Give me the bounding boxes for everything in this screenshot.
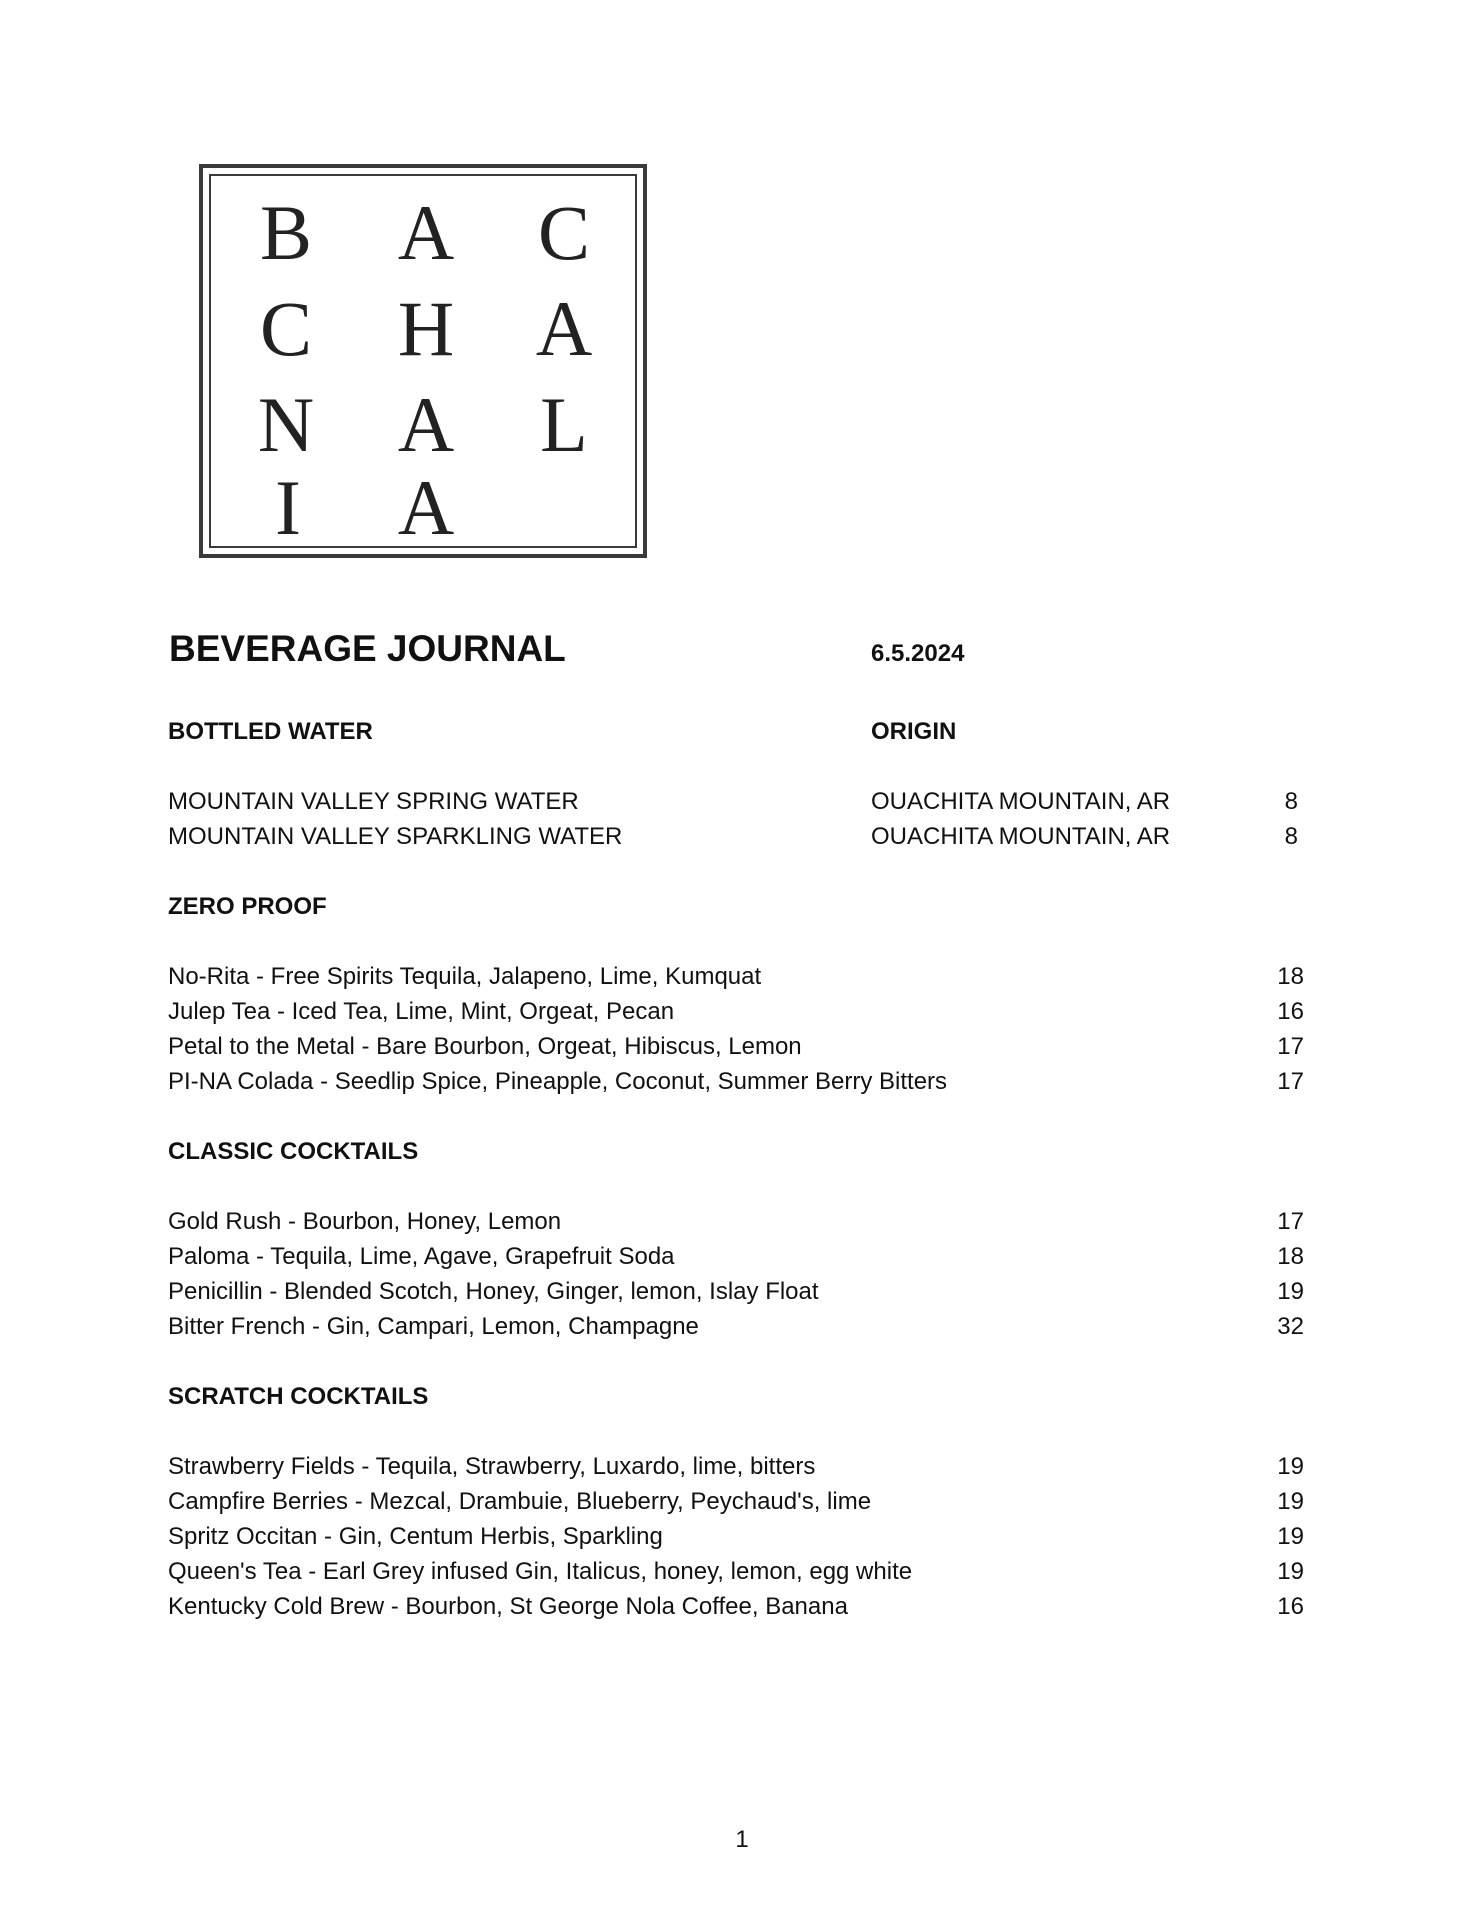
menu-item-price: 16: [1277, 998, 1304, 1025]
menu-item-price: 16: [1277, 1593, 1304, 1620]
logo-letter: I: [275, 464, 301, 551]
menu-item-name: Bitter French - Gin, Campari, Lemon, Champagne: [168, 1313, 699, 1340]
logo-letter: B: [259, 189, 313, 276]
logo-letter: N: [257, 381, 315, 468]
menu-item-price: 17: [1277, 1033, 1304, 1060]
menu-item-name: No-Rita - Free Spirits Tequila, Jalapeno, Lime, Kumquat: [168, 963, 762, 990]
menu-item-price: 19: [1277, 1558, 1304, 1585]
menu-item-name: MOUNTAIN VALLEY SPRING WATER: [168, 788, 579, 815]
logo-letter: L: [540, 381, 588, 468]
menu-item-price: 19: [1277, 1488, 1304, 1515]
menu-item-price: 18: [1277, 963, 1304, 990]
menu-item-origin: OUACHITA MOUNTAIN, AR: [871, 823, 1171, 850]
logo-letter: A: [397, 464, 455, 551]
menu-item-name: Strawberry Fields - Tequila, Strawberry, Luxardo, lime, bitters: [168, 1453, 816, 1480]
logo-letter: A: [397, 189, 455, 276]
menu-item-price: 18: [1277, 1243, 1304, 1270]
page-title: BEVERAGE JOURNAL: [169, 628, 566, 669]
section-heading-bottled-water: BOTTLED WATER: [168, 718, 373, 745]
menu-item-name: PI-NA Colada - Seedlip Spice, Pineapple, Coconut, Summer Berry Bitters: [168, 1068, 948, 1095]
logo-row-2: [203, 285, 643, 372]
section-heading-zero-proof: ZERO PROOF: [168, 893, 327, 920]
menu-item-name: Penicillin - Blended Scotch, Honey, Ginger, lemon, Islay Float: [168, 1278, 819, 1305]
menu-item-name: Paloma - Tequila, Lime, Agave, Grapefruit Soda: [168, 1243, 675, 1270]
menu-item-price: 32: [1277, 1313, 1304, 1340]
section-heading-scratch-cocktails: SCRATCH COCKTAILS: [168, 1383, 429, 1410]
logo-letter: C: [537, 189, 591, 276]
section-heading-classic-cocktails: CLASSIC COCKTAILS: [168, 1138, 419, 1165]
logo-letter: H: [397, 285, 455, 372]
menu-item-origin: OUACHITA MOUNTAIN, AR: [871, 788, 1171, 815]
menu-item-name: Kentucky Cold Brew - Bourbon, St George Nola Coffee, Banana: [168, 1593, 848, 1620]
menu-item-name: MOUNTAIN VALLEY SPARKLING WATER: [168, 823, 623, 850]
origin-column-heading: ORIGIN: [871, 718, 957, 745]
journal-date: 6.5.2024: [871, 640, 965, 667]
menu-item-name: Petal to the Metal - Bare Bourbon, Orgeat, Hibiscus, Lemon: [168, 1033, 802, 1060]
menu-item-name: Gold Rush - Bourbon, Honey, Lemon: [168, 1208, 562, 1235]
menu-item-price: 19: [1277, 1523, 1304, 1550]
logo-row-3: [203, 381, 643, 468]
menu-item-name: Campfire Berries - Mezcal, Drambuie, Blueberry, Peychaud's, lime: [168, 1488, 872, 1515]
logo-row-1: [203, 189, 643, 276]
menu-item-price: 17: [1277, 1068, 1304, 1095]
menu-item-price: 19: [1277, 1278, 1304, 1305]
menu-item-price: 8: [1284, 823, 1298, 850]
logo-letter: A: [397, 381, 455, 468]
menu-item-name: Julep Tea - Iced Tea, Lime, Mint, Orgeat, Pecan: [168, 998, 675, 1025]
page-number: 1: [735, 1826, 749, 1853]
menu-item-price: 8: [1284, 788, 1298, 815]
logo-letter: A: [535, 285, 593, 372]
logo-row-4: [203, 464, 643, 551]
bacchanalia-logo: [199, 164, 647, 558]
menu-item-price: 17: [1277, 1208, 1304, 1235]
menu-item-name: Queen's Tea - Earl Grey infused Gin, Italicus, honey, lemon, egg white: [168, 1558, 913, 1585]
menu-item-name: Spritz Occitan - Gin, Centum Herbis, Sparkling: [168, 1523, 663, 1550]
menu-item-price: 19: [1277, 1453, 1304, 1480]
logo-letter: C: [259, 285, 313, 372]
